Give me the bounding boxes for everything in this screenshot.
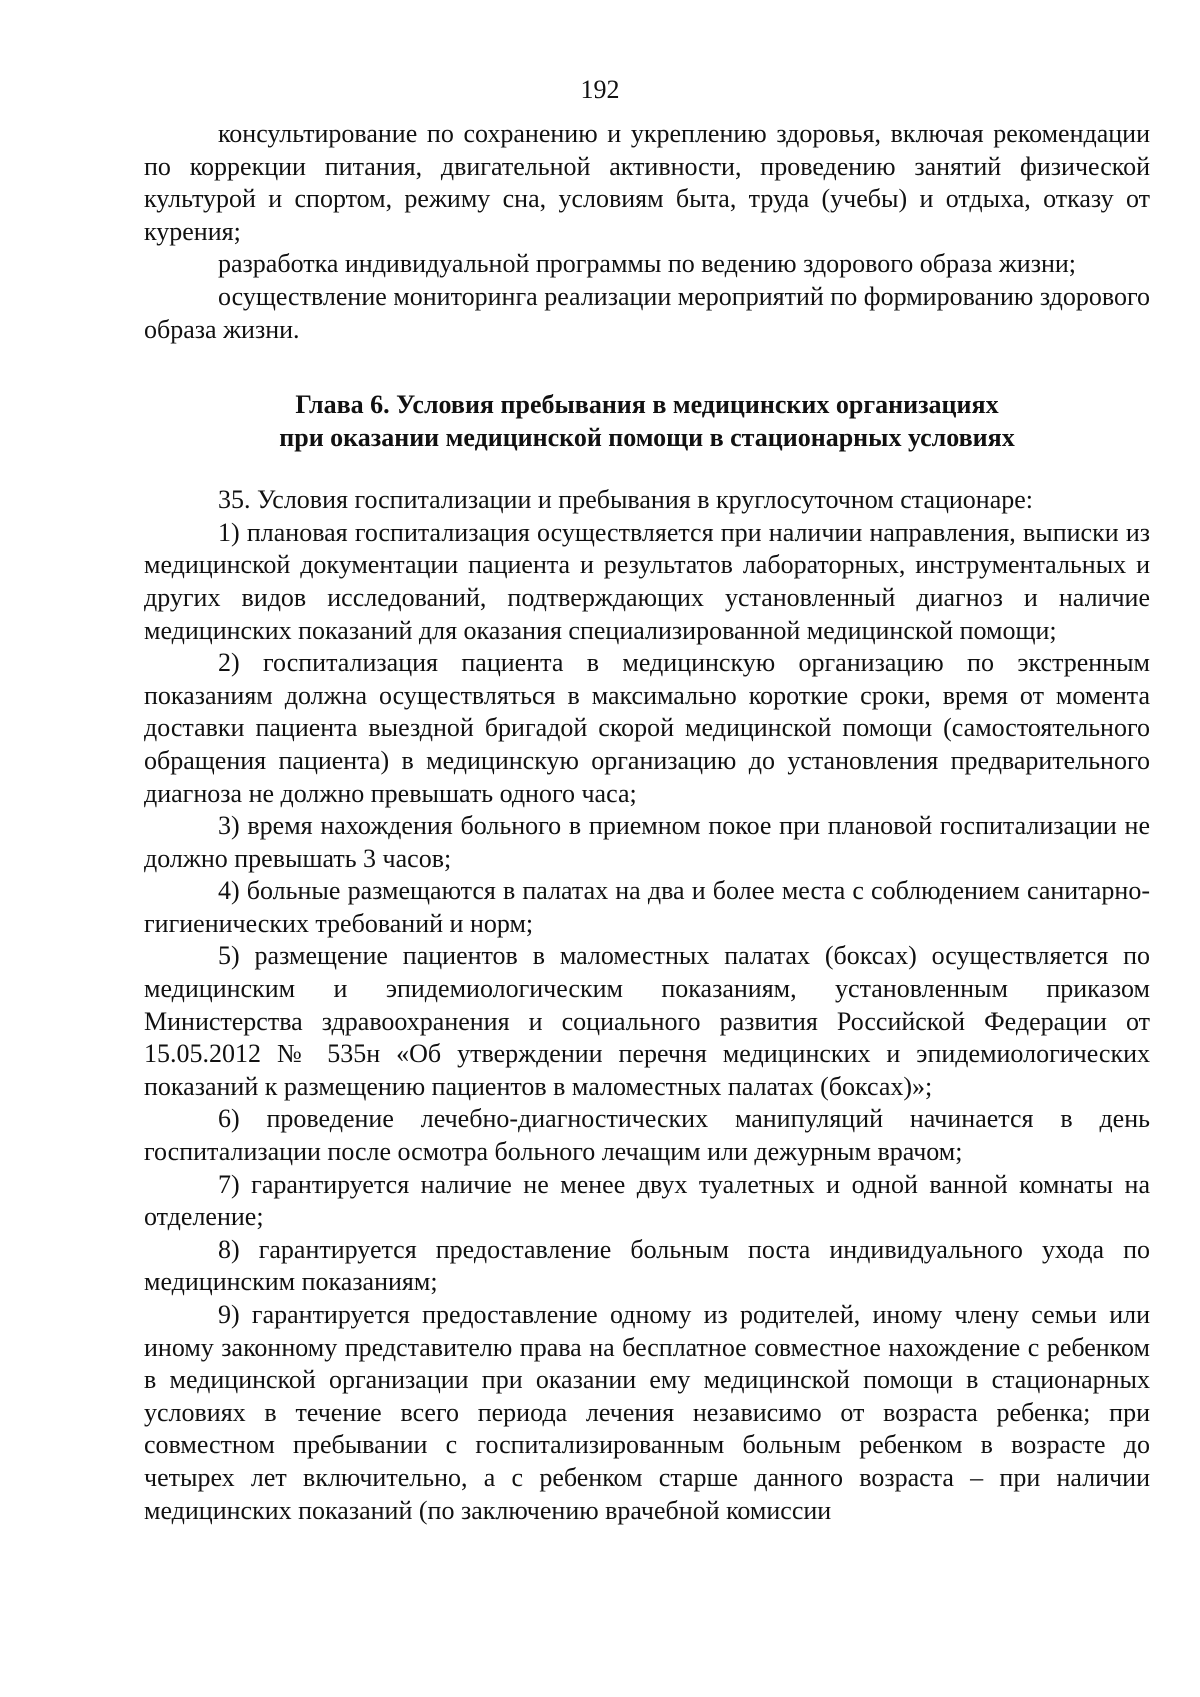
document-body <box>144 118 1150 1527</box>
list-item: 9) гарантируется предоставление одному из родителей, иному члену семьи или иному законному представителю права на бесплатное совместное нахождение с ребенком в медицинской организации при оказании ему медицинской помощи в стационарных условиях в течение всего периода лечения независимо от возраста ребенка; при совместном пребывании с госпитализированным больным ребенком в возрасте до четырех лет включительно, а с ребенком старше данного возраста – при наличии медицинских показаний (по заключению врачебной комиссии <box>144 1300 1150 1525</box>
list-item: 7) гарантируется наличие не менее двух туалетных и одной ванной комнаты на отделение; <box>144 1169 1150 1232</box>
list-item: 2) госпитализация пациента в медицинскую организацию по экстренным показаниям должна осуществляться в максимально короткие сроки, время от момента доставки пациента выездной бригадой скорой медицинской помощи (самостоятельного обращения пациента) в медицинскую организацию до установления предварительного диагноза не должно превышать одного часа; <box>144 648 1150 808</box>
chapter-title-line: при оказании медицинской помощи в стационарных условиях <box>279 423 1015 453</box>
list-item: 6) проведение лечебно-диагностических манипуляций начинается в день госпитализации после осмотра больного лечащим или дежурным врачом; <box>144 1104 1150 1167</box>
list-item: 1) плановая госпитализация осуществляется при наличии направления, выписки из медицинской документации пациента и результатов лабораторных, инструментальных и других видов исследований, подтверждающих установленный диагноз и наличие медицинских показаний для оказания специализированной медицинской помощи; <box>144 517 1150 645</box>
chapter-title <box>144 388 1150 454</box>
list-item: 8) гарантируется предоставление больным поста индивидуального ухода по медицинским показаниям; <box>144 1234 1150 1297</box>
chapter-title-line: Глава 6. Условия пребывания в медицинских организациях <box>295 390 999 420</box>
intro-paragraph: разработка индивидуальной программы по ведению здорового образа жизни; <box>218 249 1077 279</box>
intro-paragraph: консультирование по сохранению и укреплению здоровья, включая рекомендации по коррекции питания, двигательной активности, проведению занятий физической культурой и спортом, режиму сна, условиям быта, труда (учебы) и отдыха, отказу от курения; <box>144 119 1150 246</box>
intro-paragraph: осуществление мониторинга реализации мероприятий по формированию здорового образа жизни. <box>144 281 1150 344</box>
page-number: 192 <box>580 75 620 104</box>
list-item: 3) время нахождения больного в приемном покое при плановой госпитализации не должно превышать 3 часов; <box>144 811 1150 873</box>
list-item: 4) больные размещаются в палатах на два и более места с соблюдением санитарно-гигиенических требований и норм; <box>144 876 1150 938</box>
list-item: 5) размещение пациентов в маломестных палатах (боксах) осуществляется по медицинским и эпидемиологическим показаниям, установленным приказом Министерства здравоохранения и социального развития Российской Федерации от 15.05.2012 № 535н «Об утверждении перечня медицинских и эпидемиологических показаний к размещению пациентов в маломестных палатах (боксах)»; <box>144 941 1150 1101</box>
section-intro: 35. Условия госпитализации и пребывания в круглосуточном стационаре: <box>218 485 1034 515</box>
